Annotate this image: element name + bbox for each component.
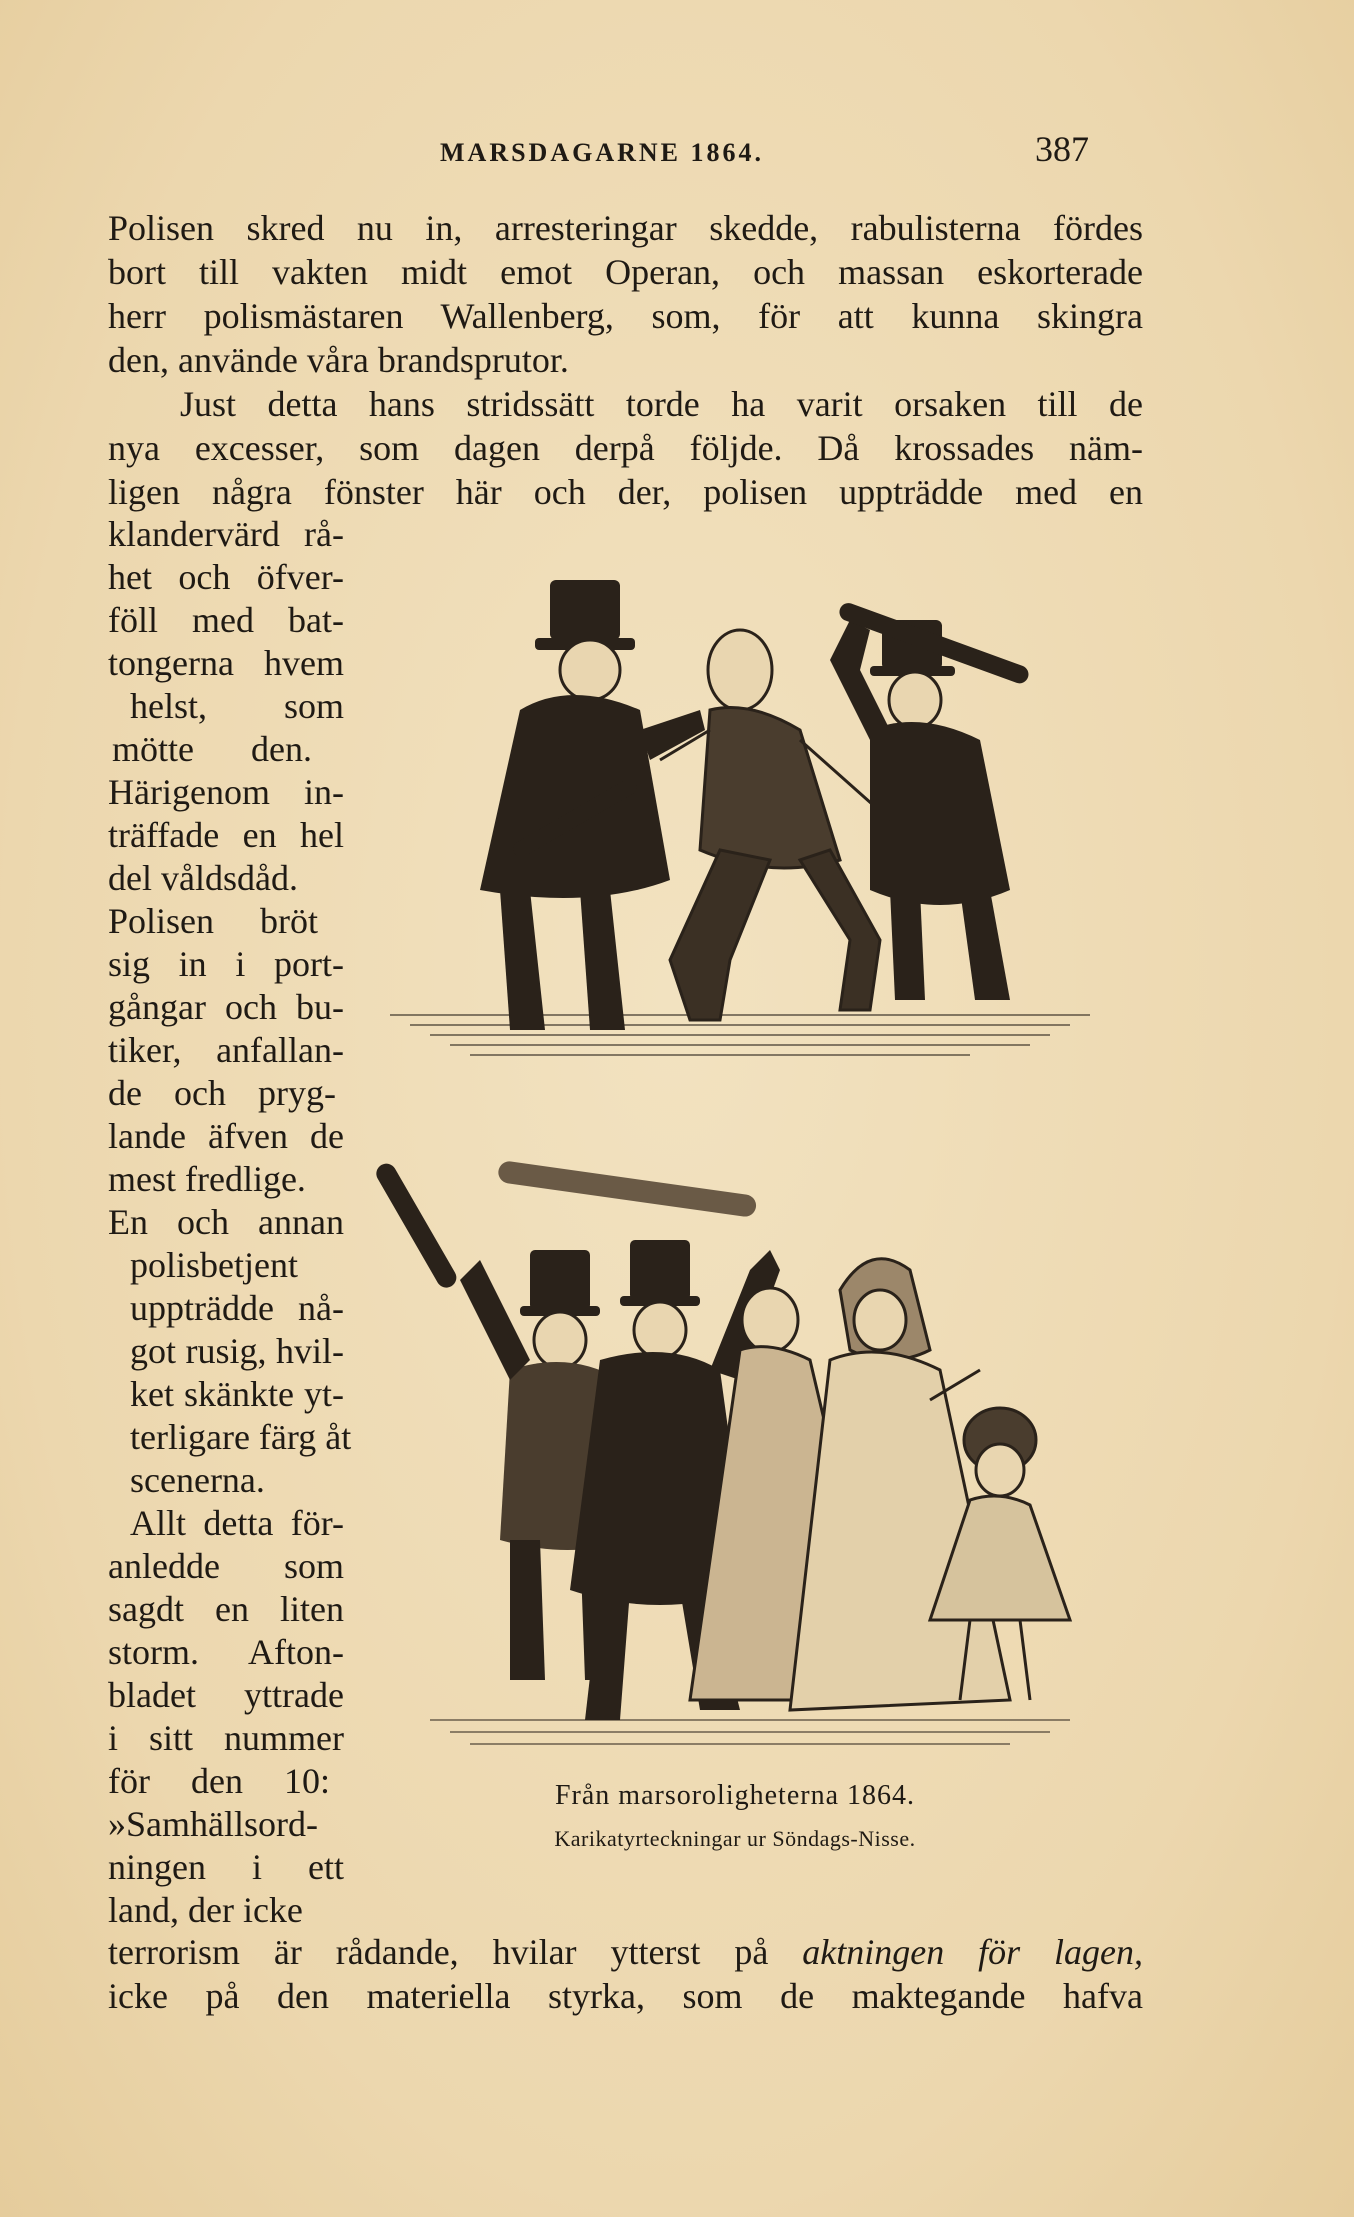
narrow-line: helst, som: [130, 686, 344, 726]
body-line-bottom-1: [108, 1930, 1143, 1974]
narrow-line: anledde som: [108, 1546, 344, 1586]
body-line: ligen några fönster här och der, polisen uppträdde med en: [108, 472, 1143, 512]
body-line-bottom-2: icke på den materiella styrka, som de maktegande hafva: [108, 1976, 1143, 2016]
narrow-line: tongerna hvem: [108, 643, 344, 683]
narrow-line: föll med bat-: [108, 600, 344, 640]
narrow-line: träffade en hel: [108, 815, 344, 855]
illustration-women-attacked: [370, 1120, 1100, 1770]
narrow-line: sig in i port-: [108, 944, 344, 984]
narrow-line: het och öfver-: [108, 557, 344, 597]
narrow-line: mest fredlige.: [108, 1159, 306, 1199]
narrow-line: del våldsdåd.: [108, 858, 298, 898]
narrow-line: polisbetjent: [130, 1245, 298, 1285]
body-line: den, använde våra brandsprutor.: [108, 340, 569, 380]
narrow-line: land, der icke: [108, 1890, 303, 1930]
narrow-line: för den 10:: [108, 1761, 330, 1801]
body-line: Just detta hans stridssätt torde ha varit orsaken till de: [180, 384, 1143, 424]
narrow-line: de och pryg-: [108, 1073, 336, 1113]
narrow-line: Polisen bröt: [108, 901, 318, 941]
narrow-line: bladet yttrade: [108, 1675, 344, 1715]
narrow-line: gångar och bu-: [108, 987, 344, 1027]
body-line: Polisen skred nu in, arresteringar skedde, rabulisterna fördes: [108, 208, 1143, 248]
page-number: 387: [1035, 129, 1089, 169]
running-head: MARSDAGARNE 1864.: [440, 138, 764, 167]
body-line: bort till vakten midt emot Operan, och massan eskorterade: [108, 252, 1143, 292]
body-line: herr polismästaren Wallenberg, som, för att kunna skingra: [108, 296, 1143, 336]
narrow-line: storm. Afton-: [108, 1632, 344, 1672]
narrow-line: sagdt en liten: [108, 1589, 344, 1629]
narrow-line: lande äfven de: [108, 1116, 344, 1156]
italic-phrase: aktningen för lagen,: [802, 1932, 1144, 1972]
body-text: terrorism är rådande, hvilar ytterst på: [108, 1932, 803, 1972]
narrow-line: Allt detta för-: [130, 1503, 344, 1543]
narrow-line: ket skänkte yt-: [130, 1374, 344, 1414]
figure-credit: Karikatyrteckningar ur Söndags-Nisse.: [554, 1826, 916, 1851]
figure-caption: Från marsoroligheterna 1864.: [554, 1780, 916, 1811]
narrow-line: tiker, anfallan-: [108, 1030, 344, 1070]
body-line: nya excesser, som dagen derpå följde. Då krossades näm-: [108, 428, 1143, 468]
narrow-line: got rusig, hvil-: [130, 1331, 344, 1371]
illustration-police-attack: [370, 560, 1100, 1080]
narrow-line: terligare färg åt: [130, 1417, 352, 1457]
narrow-line: uppträdde nå-: [130, 1288, 344, 1328]
narrow-line: Härigenom in-: [108, 772, 344, 812]
narrow-line: i sitt nummer: [108, 1718, 344, 1758]
narrow-line: scenerna.: [130, 1460, 265, 1500]
narrow-line: klandervärd rå-: [108, 514, 344, 554]
narrow-line: mötte den.: [112, 729, 312, 769]
narrow-line: »Samhällsord-: [108, 1804, 318, 1844]
narrow-line: En och annan: [108, 1202, 344, 1242]
narrow-line: ningen i ett: [108, 1847, 344, 1887]
